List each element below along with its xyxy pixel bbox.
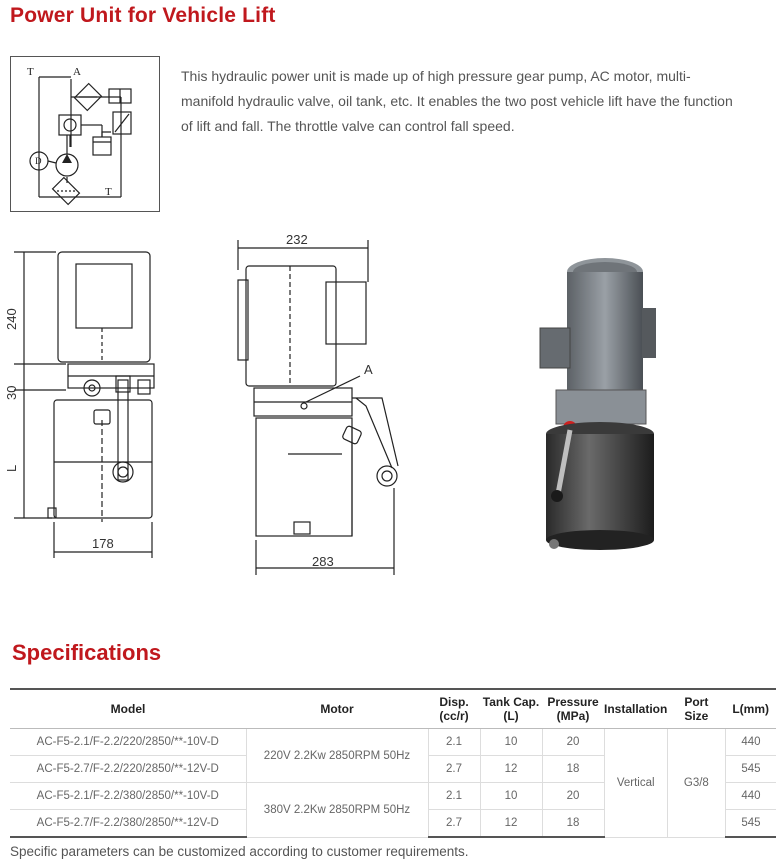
cell-l: 545 <box>725 810 776 838</box>
col-motor: Motor <box>246 689 428 729</box>
col-tank: Tank Cap. (L) <box>480 689 542 729</box>
col-l: L(mm) <box>725 689 776 729</box>
schematic-drawing <box>11 57 159 211</box>
col-installation: Installation <box>604 689 667 729</box>
cell-model: AC-F5-2.7/F-2.2/220/2850/**-12V-D <box>10 756 246 783</box>
cell-pressure: 20 <box>542 729 604 756</box>
col-port: Port Size <box>667 689 725 729</box>
dim-width-front: 178 <box>92 536 114 551</box>
hydraulic-schematic <box>10 56 160 212</box>
dim-height-tank: L <box>4 464 19 472</box>
cell-model: AC-F5-2.1/F-2.2/380/2850/**-10V-D <box>10 783 246 810</box>
side-view-drawing <box>232 230 412 575</box>
cell-pressure: 18 <box>542 756 604 783</box>
dim-width-side: 283 <box>312 554 334 569</box>
schematic-label-d: D <box>35 156 42 166</box>
specifications-table <box>10 688 776 838</box>
product-description: This hydraulic power unit is made up of high pressure gear pump, AC motor, multi-manifold hydraulic valve, oil tank, etc. It enables the two post vehicle lift have the function of lift and fall. The throttle valve can control fall speed. <box>181 68 733 134</box>
cell-model: AC-F5-2.7/F-2.2/380/2850/**-12V-D <box>10 810 246 838</box>
table-header-row <box>10 689 776 729</box>
cell-l: 440 <box>725 783 776 810</box>
schematic-label-t-bottom: T <box>105 186 112 198</box>
customization-note: Specific parameters can be customized according to customer requirements. <box>10 844 469 859</box>
cell-tank: 10 <box>480 729 542 756</box>
product-photo <box>530 250 670 560</box>
page-title: Power Unit for Vehicle Lift <box>10 4 276 27</box>
dim-height-manifold: 30 <box>4 385 19 400</box>
col-pressure: Pressure (MPa) <box>542 689 604 729</box>
cell-tank: 12 <box>480 756 542 783</box>
col-model: Model <box>10 689 246 729</box>
cell-l: 440 <box>725 729 776 756</box>
cell-tank: 12 <box>480 810 542 838</box>
front-view-drawing <box>4 240 180 570</box>
cell-motor: 380V 2.2Kw 2850RPM 50Hz <box>246 783 428 838</box>
schematic-label-t-top: T <box>27 66 34 78</box>
cell-tank: 10 <box>480 783 542 810</box>
dim-height-motor: 240 <box>4 308 19 330</box>
cell-l: 545 <box>725 756 776 783</box>
specifications-title: Specifications <box>12 640 162 665</box>
cell-pressure: 18 <box>542 810 604 838</box>
schematic-label-a: A <box>73 66 81 78</box>
cell-pressure: 20 <box>542 783 604 810</box>
cell-port: G3/8 <box>667 729 725 838</box>
cell-model: AC-F5-2.1/F-2.2/220/2850/**-10V-D <box>10 729 246 756</box>
col-disp: Disp. (cc/r) <box>428 689 480 729</box>
cell-installation: Vertical <box>604 729 667 838</box>
cell-disp: 2.7 <box>428 756 480 783</box>
cell-motor: 220V 2.2Kw 2850RPM 50Hz <box>246 729 428 783</box>
table-row <box>10 729 776 756</box>
cell-disp: 2.7 <box>428 810 480 838</box>
cell-disp: 2.1 <box>428 783 480 810</box>
dim-width-top: 232 <box>286 232 308 247</box>
port-label-a: A <box>364 362 373 377</box>
cell-disp: 2.1 <box>428 729 480 756</box>
